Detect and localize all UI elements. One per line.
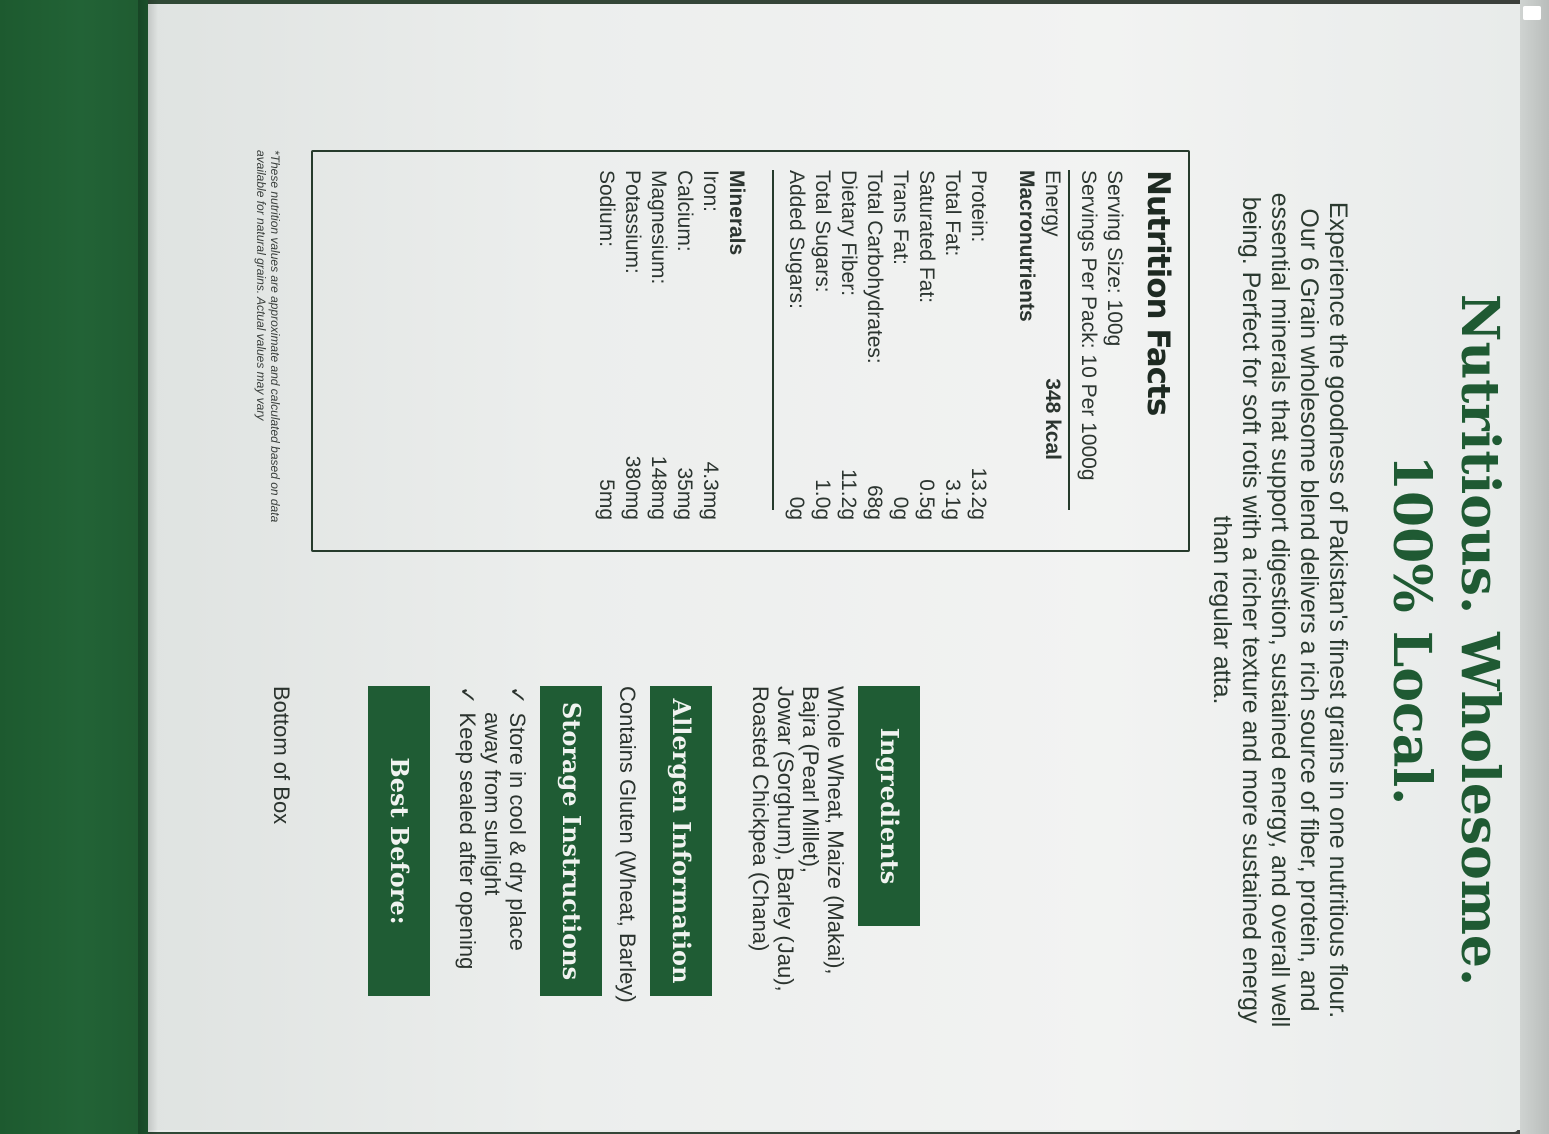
nutrition-divider [1069, 170, 1071, 510]
nutrient-value: 13.2g [967, 467, 990, 520]
box-flap [1520, 0, 1549, 1134]
nutrition-facts-title: Nutrition Facts [1140, 170, 1176, 416]
mineral-label: Iron: [699, 170, 722, 213]
mineral-row [620, 170, 644, 520]
nutrient-label: Protein: [967, 170, 990, 243]
nutrient-label: Added Sugars: [785, 170, 808, 309]
mineral-row [594, 170, 618, 520]
nutrient-row [940, 170, 964, 520]
nutrient-row [862, 170, 886, 520]
nutrient-row [966, 170, 990, 520]
nutrient-row [888, 170, 912, 520]
nutrient-label: Trans Fat: [889, 170, 912, 265]
ingredients-line: Jowar (Sorghum), Barley (Jau), [773, 686, 798, 992]
nutrient-value: 3.1g [941, 479, 964, 520]
nutrition-divider [773, 170, 775, 510]
nutrient-row [914, 170, 938, 520]
ingredients-line: Roasted Chickpea (Chana) [748, 686, 773, 952]
green-band [0, 0, 148, 1134]
nutrient-value: 1.0g [811, 479, 834, 520]
servings-per-pack-text: Servings Per Pack: 10 Per 1000g [1077, 170, 1100, 481]
energy-value: 348 kcal [1041, 378, 1064, 460]
nutrient-label: Dietary Fiber: [837, 170, 860, 297]
nutrition-footnote: *These nutrition values are approximate and calculated based on data available for natural grains. Actual values may vary [254, 150, 282, 523]
nutrient-label: Total Sugars: [811, 170, 834, 293]
mineral-label: Sodium: [595, 170, 618, 248]
serving-size [1102, 170, 1126, 520]
best-before-heading: Best Before: [368, 686, 430, 996]
headline-line-1: Nutritious. Wholesome. [1449, 293, 1510, 987]
servings-per-pack [1076, 170, 1100, 520]
storage-item-text: Store in cool & dry place [505, 712, 530, 951]
mineral-value: 5mg [595, 479, 618, 520]
nutrient-row [810, 170, 834, 520]
storage-item [455, 686, 480, 1086]
rotated-label-panel [148, 0, 1520, 1134]
nutrient-row [784, 170, 808, 520]
nutrient-value: 0.5g [915, 479, 938, 520]
mineral-row [646, 170, 670, 520]
mineral-row [698, 170, 722, 520]
allergen-heading: Allergen Information [650, 686, 712, 996]
energy-row [1040, 170, 1064, 520]
nutrient-label: Total Carbohydrates: [863, 170, 886, 364]
headline-line-2: 100% Local. [1381, 454, 1442, 806]
macronutrients-heading [1014, 170, 1038, 520]
nutrient-value: 0g [785, 496, 808, 520]
macronutrients-heading-text: Macronutrients [1015, 170, 1038, 322]
ingredients-list [748, 686, 848, 1086]
minerals-heading [724, 170, 748, 520]
mineral-value: 4.3mg [699, 461, 722, 520]
ingredients-line: Whole Wheat, Maize (Makai), [823, 686, 848, 975]
check-icon: ✓ [505, 686, 530, 705]
nutrient-value: 0g [889, 496, 912, 520]
ingredients-line: Bajra (Pearl Millet), [798, 686, 823, 874]
allergen-text: Contains Gluten (Wheat, Barley) [615, 686, 640, 1003]
nutrient-value: 68g [863, 484, 886, 520]
mineral-value: 380mg [621, 455, 644, 520]
check-icon: ✓ [455, 686, 480, 705]
ingredients-heading: Ingredients [858, 686, 920, 926]
energy-label: Energy [1041, 170, 1064, 237]
nutrient-row [836, 170, 860, 520]
mineral-label: Magnesium: [647, 170, 670, 285]
mineral-label: Potassium: [621, 170, 644, 274]
minerals-heading-text: Minerals [725, 170, 748, 256]
storage-item [505, 686, 530, 1086]
nutrient-value: 11.2g [837, 469, 860, 520]
nutrient-label: Total Fat: [941, 170, 964, 257]
mineral-label: Calcium: [673, 170, 696, 252]
serving-size-text: Serving Size: 100g [1103, 170, 1126, 347]
storage-heading: Storage Instructions [540, 686, 602, 996]
flap-notch [1523, 6, 1541, 20]
mineral-row [672, 170, 696, 520]
mineral-value: 148mg [647, 455, 670, 520]
storage-item-text: away from sunlight [480, 712, 505, 896]
best-before-text: Bottom of Box [269, 686, 294, 825]
nutrient-label: Saturated Fat: [915, 170, 938, 304]
intro-paragraph: Experience the goodness of Pakistan's finest grains in one nutritious flour. Our 6 Grain wholesome blend delivers a rich source of fiber, protein, and essential minerals that support digestion, sustained energy, and overall well being. Perfect for soft rotis with a richer texture and more sustained energy than regular atta. [1208, 192, 1352, 1028]
mineral-value: 35mg [673, 467, 696, 520]
storage-item-continued [480, 686, 505, 1112]
storage-item-text: Keep sealed after opening [455, 712, 480, 970]
